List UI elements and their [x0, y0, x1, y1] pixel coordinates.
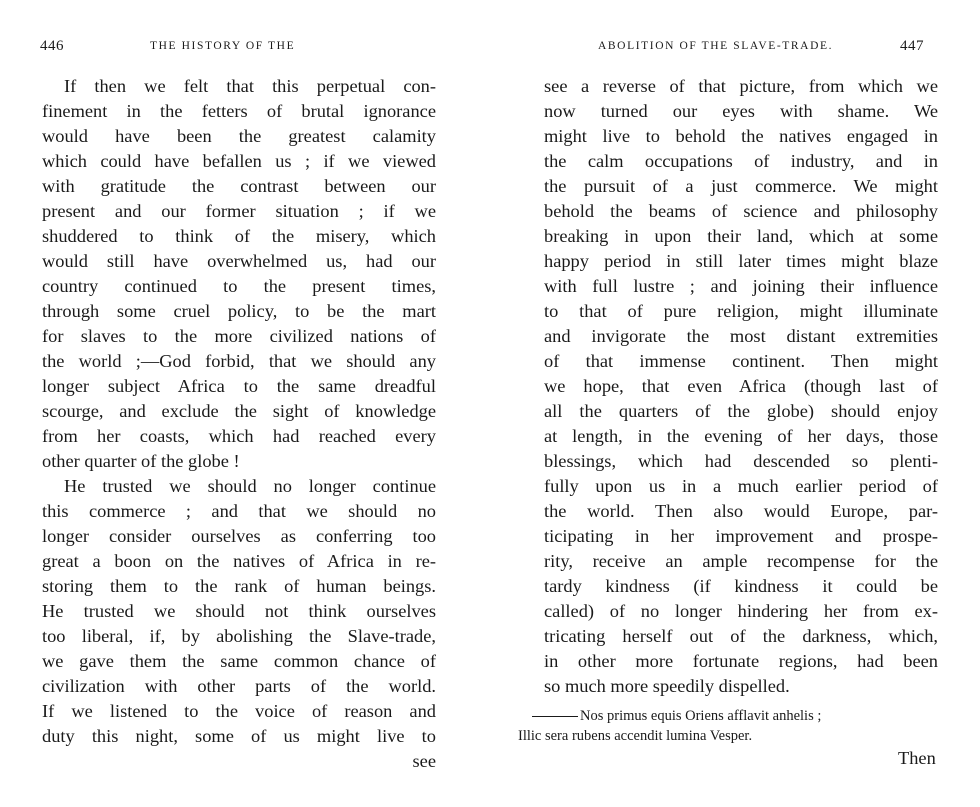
text-line: shuddered to think of the misery, which [42, 226, 436, 246]
text-line: in other more fortunate regions, had been [544, 651, 938, 671]
quotation-line-1-text: Nos primus equis Oriens afflavit anhelis ; [580, 708, 822, 724]
quotation-line-1 [532, 708, 821, 725]
text-line: If then we felt that this perpetual con- [64, 76, 436, 96]
text-line: country continued to the present times, [42, 276, 436, 296]
page-number-right: 447 [900, 38, 924, 54]
text-line: to that of pure religion, might illuminate [544, 301, 938, 321]
left-page-text [42, 74, 436, 774]
catchword-left: see [412, 751, 436, 771]
text-line: If we listened to the voice of reason and [42, 701, 436, 721]
quotation-line-2: Illic sera rubens accendit lumina Vesper. [518, 728, 753, 744]
text-line: fully upon us in a much earlier period of [544, 476, 938, 496]
text-line: other quarter of the globe ! [42, 451, 240, 471]
text-line: called) of no longer hindering her from ex- [544, 601, 938, 621]
text-line: He trusted we should not think ourselves [42, 601, 436, 621]
text-line: the pursuit of a just commerce. We might [544, 176, 938, 196]
text-line: happy period in still later times might blaze [544, 251, 938, 271]
text-line: of that immense continent. Then might [544, 351, 938, 371]
quotation-dash [532, 716, 578, 717]
text-line: would have been the greatest calamity [42, 126, 436, 146]
text-line: longer consider ourselves as conferring too [42, 526, 436, 546]
text-line: at length, in the evening of her days, those [544, 426, 938, 446]
text-line: with full lustre ; and joining their influence [544, 276, 938, 296]
text-line: this commerce ; and that we should no [42, 501, 436, 521]
page-number-left: 446 [40, 38, 64, 54]
catchword-right: Then [898, 748, 936, 768]
text-line: great a boon on the natives of Africa in re- [42, 551, 436, 571]
text-line: so much more speedily dispelled. [544, 676, 790, 696]
text-line: blessings, which had descended so plenti- [544, 451, 938, 471]
text-line: longer subject Africa to the same dreadful [42, 376, 436, 396]
text-line: would still have overwhelmed us, had our [42, 251, 436, 271]
text-line: finement in the fetters of brutal ignorance [42, 101, 436, 121]
text-line: all the quarters of the globe) should enjoy [544, 401, 938, 421]
text-line: with gratitude the contrast between our [42, 176, 436, 196]
text-line: breaking in upon their land, which at some [544, 226, 938, 246]
text-line: scourge, and exclude the sight of knowledge [42, 401, 436, 421]
text-line: for slaves to the more civilized nations of [42, 326, 436, 346]
text-line: now turned our eyes with shame. We [544, 101, 938, 121]
text-line: might live to behold the natives engaged in [544, 126, 938, 146]
text-line: which could have befallen us ; if we viewed [42, 151, 436, 171]
text-line: we hope, that even Africa (though last of [544, 376, 938, 396]
text-line: we gave them the same common chance of [42, 651, 436, 671]
text-line: see a reverse of that picture, from which we [544, 76, 938, 96]
text-line: storing them to the rank of human beings. [42, 576, 436, 596]
text-line: from her coasts, which had reached every [42, 426, 436, 446]
right-page [490, 0, 980, 807]
text-line: the world ;—God forbid, that we should any [42, 351, 436, 371]
text-line: the world. Then also would Europe, par- [544, 501, 938, 521]
text-line: behold the beams of science and philosophy [544, 201, 938, 221]
text-line: the calm occupations of industry, and in [544, 151, 938, 171]
text-line: and invigorate the most distant extremities [544, 326, 938, 346]
right-page-text [544, 74, 938, 699]
running-head-left: THE HISTORY OF THE [150, 40, 296, 52]
text-line: tricating herself out of the darkness, which, [544, 626, 938, 646]
running-head-right: ABOLITION OF THE SLAVE-TRADE. [598, 40, 834, 52]
text-line: duty this night, some of us might live to [42, 726, 436, 746]
text-line: present and our former situation ; if we [42, 201, 436, 221]
text-line: through some cruel policy, to be the mart [42, 301, 436, 321]
text-line: too liberal, if, by abolishing the Slave-trade, [42, 626, 436, 646]
text-line: tardy kindness (if kindness it could be [544, 576, 938, 596]
text-line: civilization with other parts of the world. [42, 676, 436, 696]
text-line: He trusted we should no longer continue [64, 476, 436, 496]
text-line: ticipating in her improvement and prospe- [544, 526, 938, 546]
text-line: rity, receive an ample recompense for the [544, 551, 938, 571]
